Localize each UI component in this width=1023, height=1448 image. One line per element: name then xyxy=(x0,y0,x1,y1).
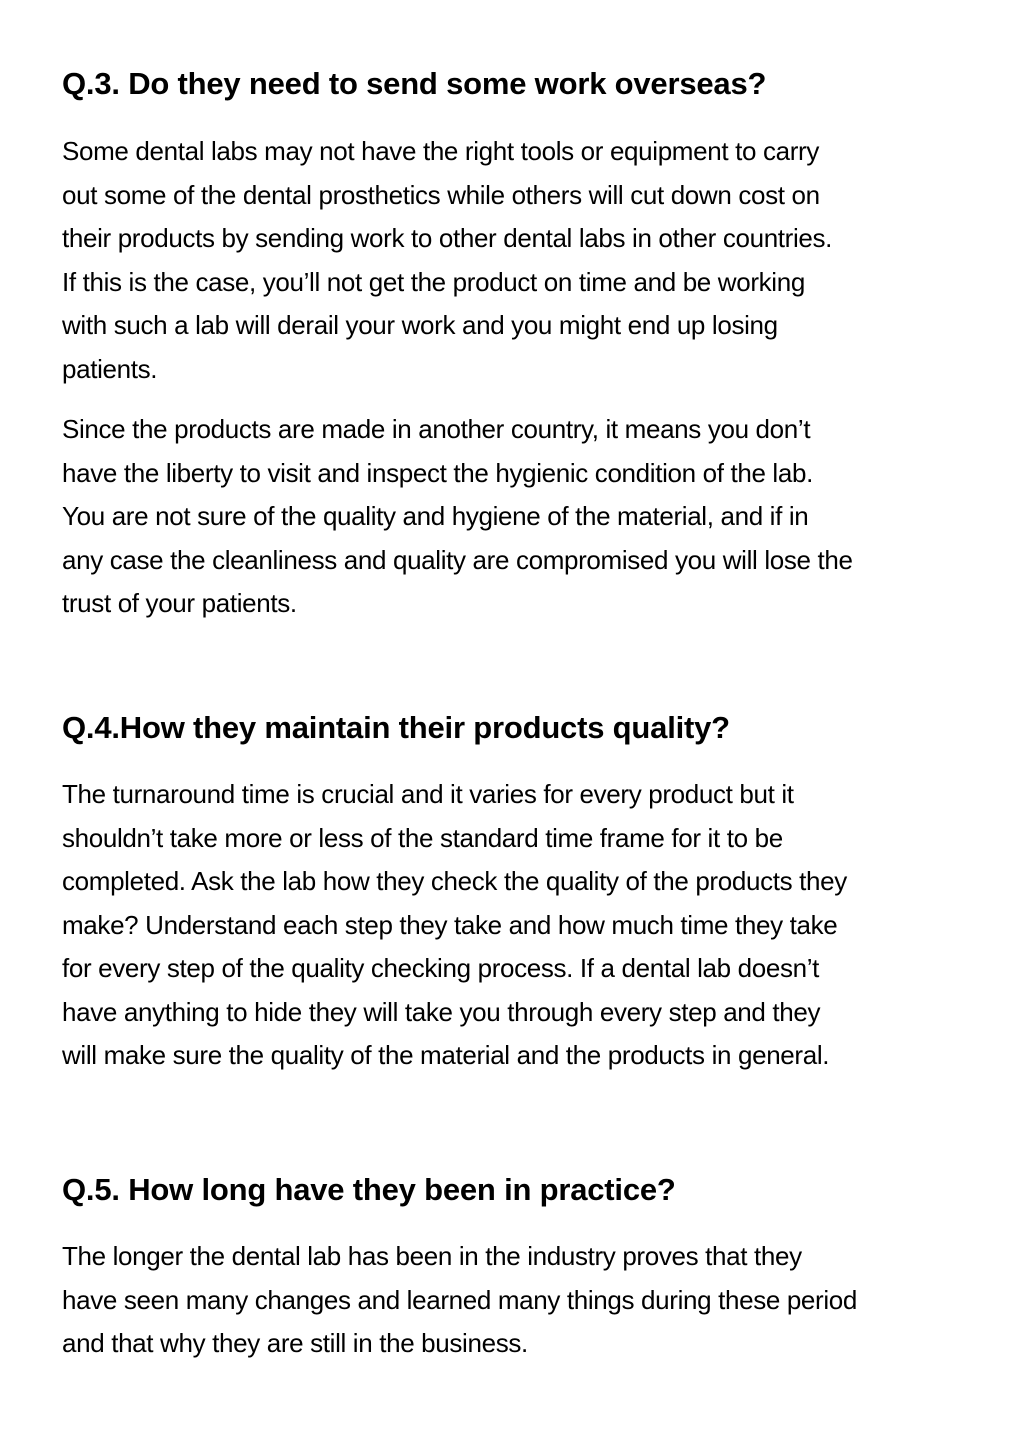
text-line: for every step of the quality checking process. If a dental lab doesn’t xyxy=(62,953,820,983)
text-line: make? Understand each step they take and how much time they take xyxy=(62,909,838,940)
text-line: their products by sending work to other dental labs in other countries. xyxy=(62,223,833,253)
text-line: completed. Ask the lab how they check the quality of the products they xyxy=(62,866,847,896)
text-line: out some of the dental prosthetics while others will cut down cost on xyxy=(62,179,820,210)
text-line: will make sure the quality of the material and the products in general. xyxy=(62,1040,830,1070)
section-heading-q4: Q.4.How they maintain their products quality? xyxy=(62,710,730,745)
text-line: The longer the dental lab has been in the industry proves that they xyxy=(62,1241,802,1271)
text-line: any case the cleanliness and quality are compromised you will lose the xyxy=(62,544,853,575)
paragraph-q3-2 xyxy=(62,408,853,626)
text-line: have the liberty to visit and inspect the hygienic condition of the lab. xyxy=(62,457,813,488)
text-line: Some dental labs may not have the right tools or equipment to carry xyxy=(62,136,819,166)
text-line: The turnaround time is crucial and it varies for every product but it xyxy=(62,779,794,809)
paragraph-q4-1 xyxy=(62,773,847,1078)
text-line: shouldn’t take more or less of the standard time frame for it to be xyxy=(62,822,783,853)
paragraph-q3-1 xyxy=(62,130,832,391)
text-line: and that why they are still in the business. xyxy=(62,1328,528,1358)
section-heading-q3: Q.3. Do they need to send some work overseas? xyxy=(62,66,767,101)
text-line: If this is the case, you’ll not get the product on time and be working xyxy=(62,266,805,297)
section-heading-q5: Q.5. How long have they been in practice? xyxy=(62,1172,676,1207)
text-line: trust of your patients. xyxy=(62,588,297,618)
text-line: with such a lab will derail your work and you might end up losing xyxy=(62,310,778,340)
text-line: You are not sure of the quality and hygiene of the material, and if in xyxy=(62,501,809,531)
text-line: have anything to hide they will take you through every step and they xyxy=(62,996,821,1027)
paragraph-q5-1 xyxy=(62,1235,857,1366)
text-line: have seen many changes and learned many things during these period xyxy=(62,1284,857,1315)
text-line: Since the products are made in another country, it means you don’t xyxy=(62,414,811,444)
text-line: patients. xyxy=(62,353,158,384)
